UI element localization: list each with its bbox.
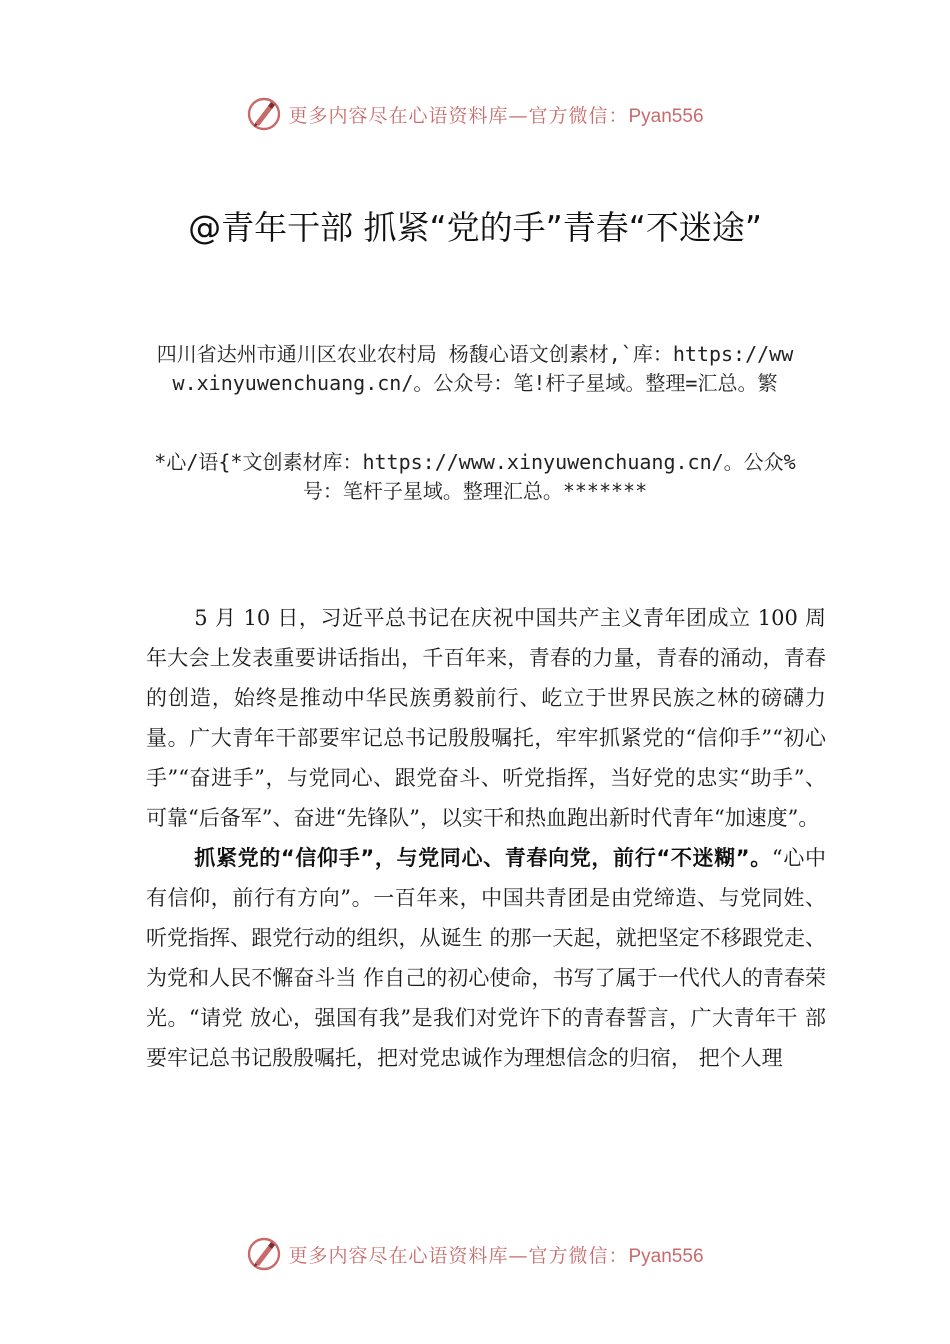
banner-wechat-id: Pyan556 [628, 105, 704, 127]
paragraph-2-text: “心中有信仰，前行有方向”。一百年来，中国共青团是由党缔造、与党同姓、听党指挥、跟党行动的组织，从诞生 的那一天起，就把坚定不移跟党走、为党和人民不懈奋斗当 作自己的初心使命，书写了属于一代代人的青春荣光。“请党 放心，强国有我”是我们对党许下的青春誓言，广大青年干 部要牢记总书记殷殷嘱托，把对党忠诚作为理想信念的归宿， 把个人理 [146, 846, 826, 1070]
pen-writing-icon [246, 1236, 282, 1272]
banner-label: 更多内容尽在心语资料库—官方微信： [288, 1244, 629, 1267]
pen-writing-icon [246, 96, 282, 132]
source-watermark-line: *心/语{*文创素材库：https://www.xinyuwenchuang.cn/。公众%号：笔杆子星域。整理汇总。******* [154, 450, 796, 503]
banner-label: 更多内容尽在心语资料库—官方微信： [288, 104, 629, 127]
banner-text [288, 101, 703, 128]
article-body [146, 598, 826, 1078]
section-heading: 抓紧党的“信仰手”，与党同心、青春向党，前行“不迷糊”。 [194, 846, 772, 870]
page-title: @青年干部 抓紧“党的手”青春“不迷途” [188, 208, 762, 247]
banner-wechat-id: Pyan556 [628, 1245, 704, 1267]
banner-text [288, 1241, 703, 1268]
footer-banner [0, 1234, 950, 1274]
paragraph-1: 5 月 10 日，习近平总书记在庆祝中国共产主义青年团成立 100 周年大会上发表重要讲话指出，千百年来，青春的力量，青春的涌动，青春的创造，始终是推动中华民族勇毅前行、屹立于世界民族之林的磅礴力量。广大青年干部要牢记总书记殷殷嘱托，牢牢抓紧党的“信仰手”“初心手”“奋进手”，与党同心、跟党奋斗、听党指挥，当好党的忠实“助手”、可靠“后备军”、奋进“先锋队”，以实干和热血跑出新时代青年“加速度”。 [146, 606, 826, 830]
author-source-line: 四川省达州市通川区农业农村局 杨馥心语文创素材,`库：https://www.xinyuwenchuang.cn/。公众号：笔!杆子星域。整理=汇总。繁 [156, 342, 794, 395]
paragraph-2 [146, 838, 826, 1078]
header-banner [0, 94, 950, 134]
